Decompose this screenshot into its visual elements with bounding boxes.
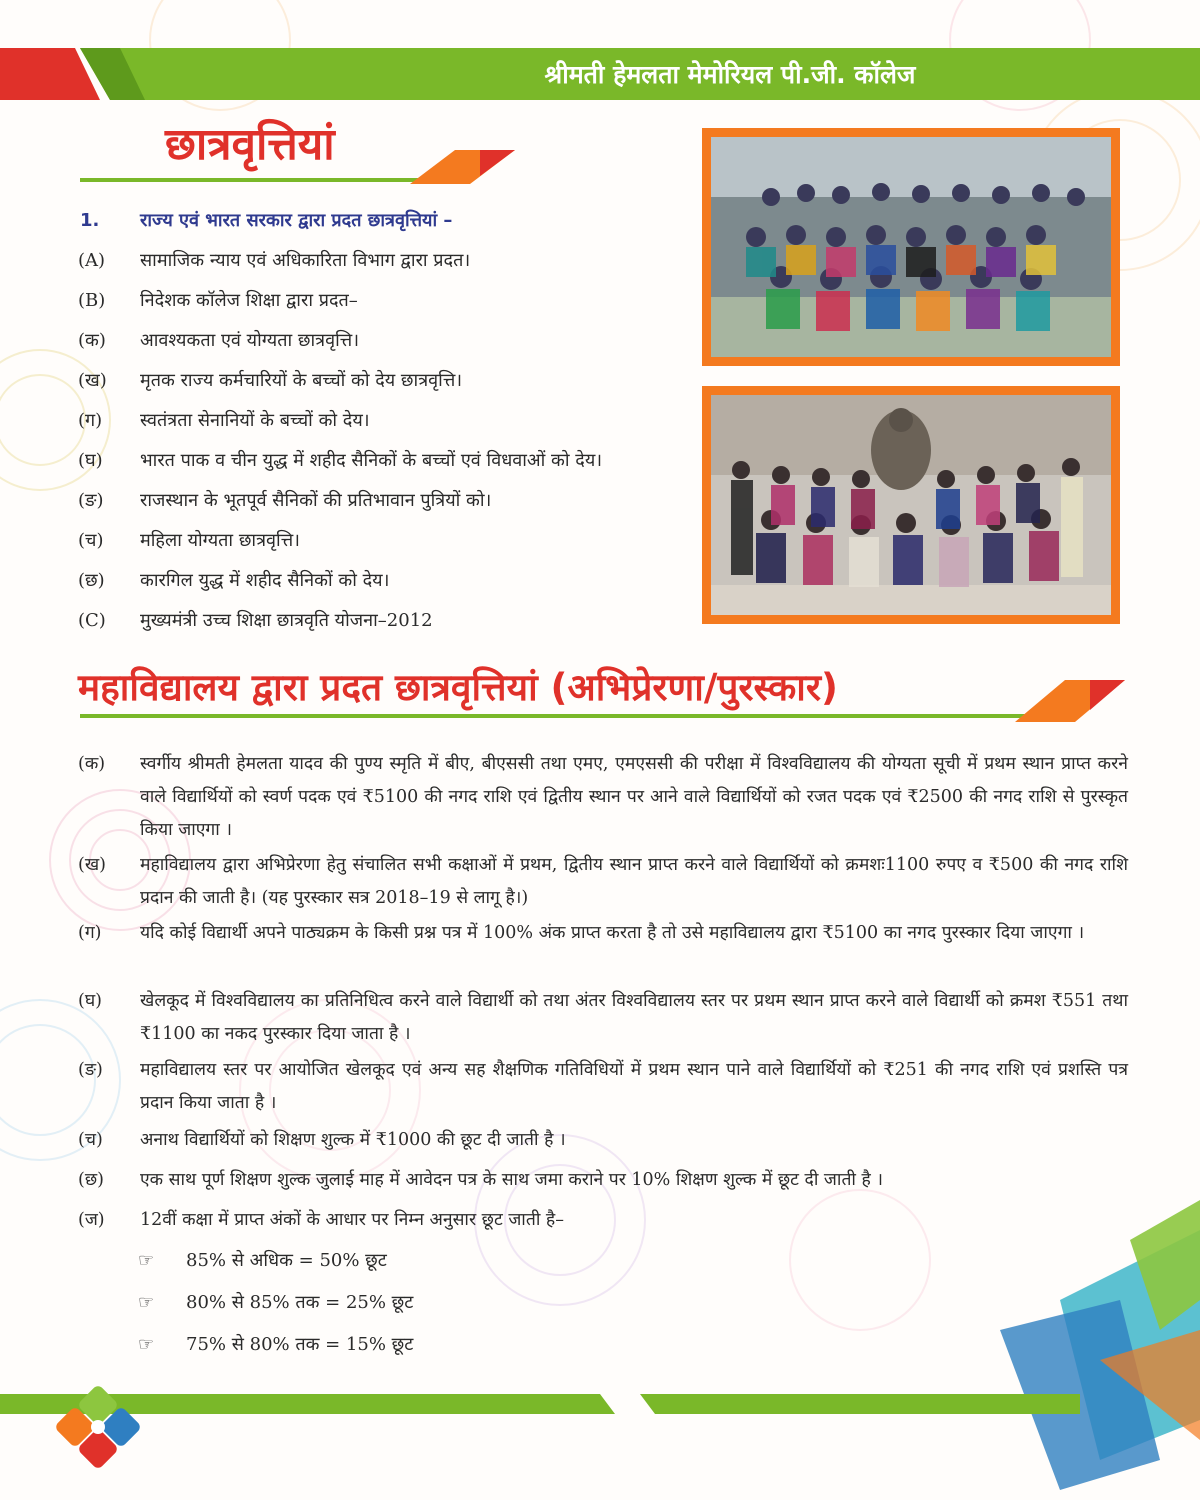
pointing-hand-icon: ☞ [138, 1292, 155, 1313]
award-item: (घ) खेलकूद में विश्वविद्यालय का प्रतिनिधित्व करने वाले विद्यार्थी को तथा अंतर विश्वविद्यालय स्तर पर प्रथम स्थान प्राप्त करने वाले विद्यार्थी को क्रमश ₹551 तथा ₹1100 का नकद पुरस्कार दिया जाता है । [78, 991, 1128, 1044]
scholarships-title: छात्रवृत्तियां [165, 119, 335, 170]
award-item: (क) स्वर्गीय श्रीमती हेमलता यादव की पुण्य स्मृति में बीए, बीएससी तथा एमए, एमएससी की परीक्षा में विश्वविद्यालय की योग्यता सूची में प्रथम स्थान प्राप्त करने वाले विद्यार्थियों को स्वर्ण पदक एवं ₹5100 की नगद राशि एवं द्वितीय स्थान पर आने वाले विद्यार्थियों को रजत पदक एवं ₹2500 की नगद राशि से पुरस्कृत किया जाएगा । [78, 754, 1128, 840]
pointing-hand-icon: ☞ [138, 1250, 155, 1271]
list-item: (क) आवश्यकता एवं योग्यता छात्रवृत्ति। [78, 330, 360, 351]
list-item: (B) निदेशक कॉलेज शिक्षा द्वारा प्रदत– [78, 290, 358, 311]
list-item: (च) महिला योग्यता छात्रवृत्ति। [78, 530, 300, 551]
pointing-hand-icon: ☞ [138, 1334, 155, 1355]
section1-subheading [80, 208, 452, 232]
list-item: (C) मुख्यमंत्री उच्च शिक्षा छात्रवृति योजना–2012 [78, 610, 433, 631]
group-photo-2 [702, 386, 1120, 624]
footer-band [0, 1380, 1200, 1500]
section-subtitle: राज्य एवं भारत सरकार द्वारा प्रदत छात्रवृत्तियां – [140, 210, 453, 231]
list-item: (घ) भारत पाक व चीन युद्ध में शहीद सैनिकों के बच्चों एवं विधवाओं को देय। [78, 450, 603, 471]
college-name: श्रीमती हेमलता मेमोरियल पी.जी. कॉलेज [544, 60, 916, 89]
award-item: (ख) महाविद्यालय द्वारा अभिप्रेरणा हेतु संचालित सभी कक्षाओं में प्रथम, द्वितीय स्थान प्राप्त करने वाले विद्यार्थियों को क्रमशः1100 रुपए व ₹500 की नगद राशि प्रदान की जाती है। (यह पुरस्कार सत्र 2018–19 से लागू है।) [78, 855, 1128, 908]
section-number: 1. [80, 210, 100, 231]
discount-bullet: ☞ 80% से 85% तक = 25% छूट [138, 1292, 414, 1313]
discount-bullet: ☞ 85% से अधिक = 50% छूट [138, 1250, 387, 1271]
list-item: (छ) कारगिल युद्ध में शहीद सैनिकों को देय। [78, 570, 390, 591]
college-scholarships-title: महाविद्यालय द्वारा प्रदत छात्रवृत्तियां (अभिप्रेरणा/पुरस्कार) [78, 666, 838, 709]
award-item: (छ) एक साथ पूर्ण शिक्षण शुल्क जुलाई माह में आवेदन पत्र के साथ जमा कराने पर 10% शिक्षण शुल्क में छूट दी जाती है । [78, 1170, 884, 1190]
award-item: (ङ) महाविद्यालय स्तर पर आयोजित खेलकूद एवं अन्य सह शैक्षणिक गतिविधियों में प्रथम स्थान पाने वाले विद्यार्थियों को ₹251 की नगद राशि एवं प्रशस्ति पत्र प्रदान किया जाता है । [78, 1060, 1128, 1113]
list-item: (ग) स्वतंत्रता सेनानियों के बच्चों को देय। [78, 410, 370, 431]
award-item: (ज) 12वीं कक्षा में प्राप्त अंकों के आधार पर निम्न अनुसार छूट जाती है– [78, 1210, 564, 1230]
list-item: (A) सामाजिक न्याय एवं अधिकारिता विभाग द्वारा प्रदत। [78, 250, 471, 271]
group-photo-1 [702, 128, 1120, 366]
list-item: (ख) मृतक राज्य कर्मचारियों के बच्चों को देय छात्रवृत्ति। [78, 370, 463, 391]
list-item: (ङ) राजस्थान के भूतपूर्व सैनिकों की प्रतिभावान पुत्रियों को। [78, 490, 492, 511]
award-item: (च) अनाथ विद्यार्थियों को शिक्षण शुल्क में ₹1000 की छूट दी जाती है । [78, 1130, 566, 1150]
award-item: (ग) यदि कोई विद्यार्थी अपने पाठ्यक्रम के किसी प्रश्न पत्र में 100% अंक प्राप्त करता है तो उसे महाविद्यालय द्वारा ₹5100 का नगद पुरस्कार दिया जाएगा । [78, 923, 1085, 943]
discount-bullet: ☞ 75% से 80% तक = 15% छूट [138, 1334, 414, 1355]
